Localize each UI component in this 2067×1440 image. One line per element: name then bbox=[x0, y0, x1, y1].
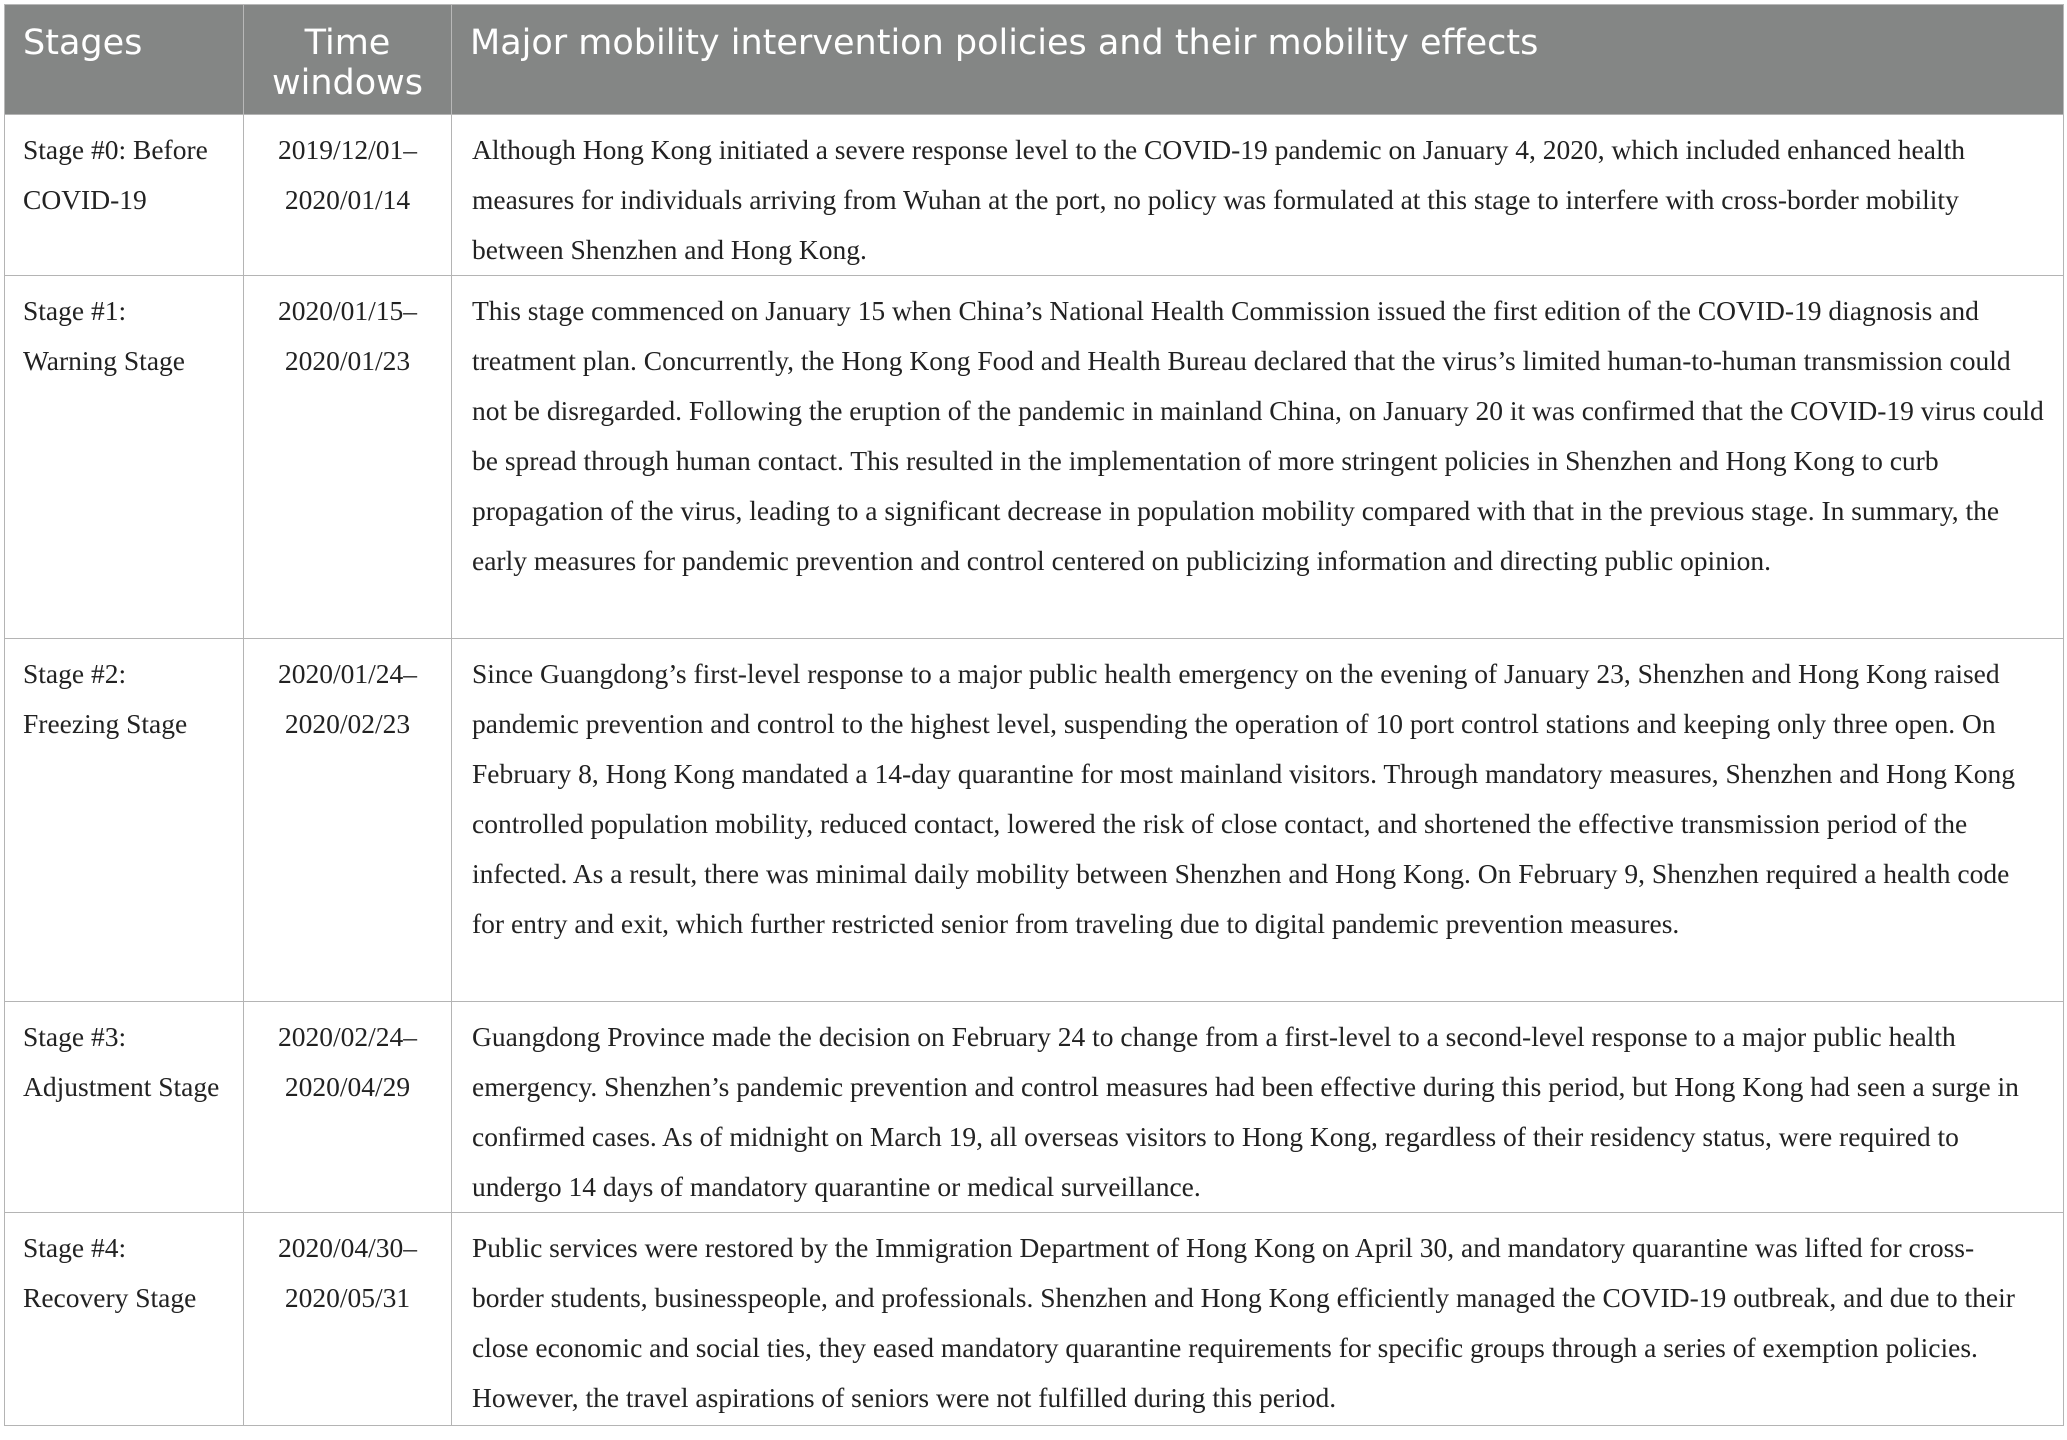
header-time-windows: Time windows bbox=[244, 5, 452, 115]
mobility-policy-table bbox=[4, 4, 2064, 1426]
stage-cell: Stage #2: Freezing Stage bbox=[5, 639, 244, 1002]
table-body bbox=[5, 115, 2064, 1426]
time-window-cell: 2020/04/30–2020/05/31 bbox=[244, 1213, 452, 1426]
stage-cell: Stage #0: Before COVID-19 bbox=[5, 115, 244, 276]
time-window-cell: 2020/02/24–2020/04/29 bbox=[244, 1002, 452, 1213]
stage-cell: Stage #3: Adjustment Stage bbox=[5, 1002, 244, 1213]
table-header bbox=[5, 5, 2064, 115]
table-row bbox=[5, 1213, 2064, 1426]
policy-description-cell: Guangdong Province made the decision on February 24 to change from a first-level to a second-level response to a major public health emergency. Shenzhen’s pandemic prevention and control measures had been effective during this period, but Hong Kong had seen a surge in confirmed cases. As of midnight on March 19, all overseas visitors to Hong Kong, regardless of their residency status, were required to undergo 14 days of mandatory quarantine or medical surveillance. bbox=[452, 1002, 2064, 1213]
table-row bbox=[5, 1002, 2064, 1213]
policy-description-cell: Although Hong Kong initiated a severe response level to the COVID-19 pandemic on January 4, 2020, which included enhanced health measures for individuals arriving from Wuhan at the port, no policy was formulated at this stage to interfere with cross-border mobility between Shenzhen and Hong Kong. bbox=[452, 115, 2064, 276]
time-window-cell: 2019/12/01–2020/01/14 bbox=[244, 115, 452, 276]
time-window-cell: 2020/01/24–2020/02/23 bbox=[244, 639, 452, 1002]
table-row bbox=[5, 115, 2064, 276]
policy-description-cell: This stage commenced on January 15 when China’s National Health Commission issued the first edition of the COVID-19 diagnosis and treatment plan. Concurrently, the Hong Kong Food and Health Bureau declared that the virus’s limited human-to-human transmission could not be disregarded. Following the eruption of the pandemic in mainland China, on January 20 it was confirmed that the COVID-19 virus could be spread through human contact. This resulted in the implementation of more stringent policies in Shenzhen and Hong Kong to curb propagation of the virus, leading to a significant decrease in population mobility compared with that in the previous stage. In summary, the early measures for pandemic prevention and control centered on publicizing information and directing public opinion. bbox=[452, 276, 2064, 639]
stage-cell: Stage #4: Recovery Stage bbox=[5, 1213, 244, 1426]
table-row bbox=[5, 276, 2064, 639]
time-window-cell: 2020/01/15–2020/01/23 bbox=[244, 276, 452, 639]
header-policies: Major mobility intervention policies and their mobility effects bbox=[452, 5, 2064, 115]
header-row bbox=[5, 5, 2064, 115]
policy-description-cell: Since Guangdong’s first-level response to a major public health emergency on the evening of January 23, Shenzhen and Hong Kong raised pandemic prevention and control to the highest level, suspending the operation of 10 port control stations and keeping only three open. On February 8, Hong Kong mandated a 14-day quarantine for most mainland visitors. Through mandatory measures, Shenzhen and Hong Kong controlled population mobility, reduced contact, lowered the risk of close contact, and shortened the effective transmission period of the infected. As a result, there was minimal daily mobility between Shenzhen and Hong Kong. On February 9, Shenzhen required a health code for entry and exit, which further restricted senior from traveling due to digital pandemic prevention measures. bbox=[452, 639, 2064, 1002]
table-row bbox=[5, 639, 2064, 1002]
stage-cell: Stage #1: Warning Stage bbox=[5, 276, 244, 639]
header-stages: Stages bbox=[5, 5, 244, 115]
policy-description-cell: Public services were restored by the Immigration Department of Hong Kong on April 30, and mandatory quarantine was lifted for cross-border students, businesspeople, and professionals. Shenzhen and Hong Kong efficiently managed the COVID-19 outbreak, and due to their close economic and social ties, they eased mandatory quarantine requirements for specific groups through a series of exemption policies. However, the travel aspirations of seniors were not fulfilled during this period. bbox=[452, 1213, 2064, 1426]
